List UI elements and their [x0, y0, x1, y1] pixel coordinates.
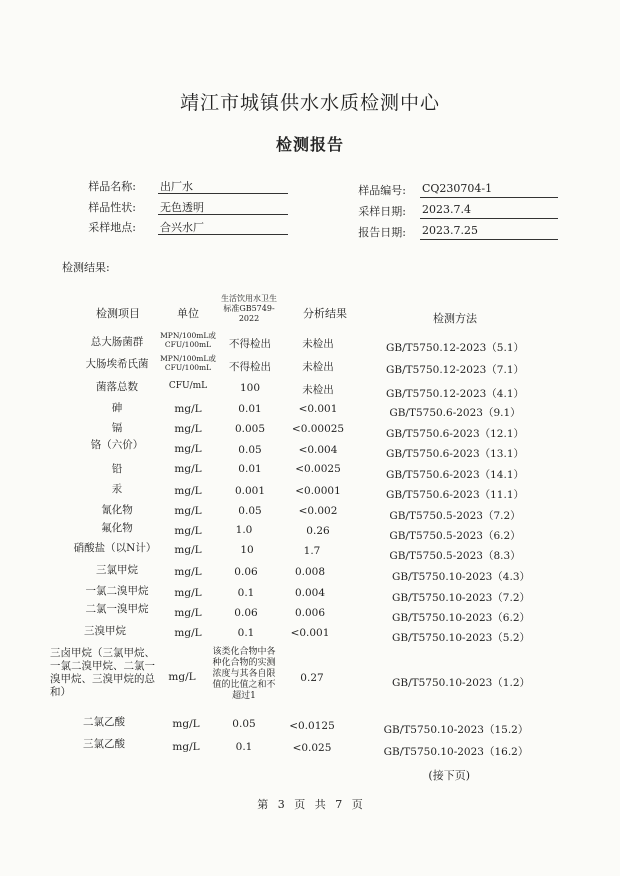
- cell-result: 0.26: [306, 525, 330, 537]
- table-row: [0, 400, 620, 420]
- page-number: 第 3 页 共 7 页: [257, 798, 363, 811]
- meta-value: 2023.7.4: [420, 203, 558, 219]
- meta-value: 合兴水厂: [158, 219, 288, 235]
- cell-standard: 不得检出: [229, 361, 271, 373]
- cell-result: 未检出: [302, 361, 334, 373]
- header-method: 检测方法: [433, 312, 477, 325]
- meta-label: 样品编号:: [358, 184, 406, 197]
- cell-result: 未检出: [302, 384, 334, 396]
- cell-unit: mg/L: [174, 505, 202, 517]
- cell-result: 1.7: [303, 545, 321, 557]
- cell-item: 菌落总数: [96, 381, 138, 393]
- cell-method: GB/T5750.6-2023（13.1）: [385, 448, 525, 460]
- table-row: [0, 378, 620, 400]
- cell-result: <0.025: [292, 742, 332, 754]
- meta-value: 2023.7.25: [420, 224, 558, 240]
- header-result: 分析结果: [303, 307, 347, 320]
- cell-standard: 0.1: [237, 627, 255, 639]
- cell-unit: mg/L: [174, 607, 202, 619]
- table-row: [0, 330, 620, 354]
- cell-item: 砷: [111, 402, 123, 414]
- cell-standard: 10: [240, 544, 254, 556]
- meta-report-date: [340, 224, 560, 242]
- cell-method: GB/T5750.12-2023（7.1）: [385, 364, 525, 376]
- header-standard: 生活饮用水卫生标准GB5749-2022: [221, 294, 277, 323]
- cell-unit: mg/L: [174, 485, 202, 497]
- cell-unit: MPN/100mL或CFU/100mL: [160, 331, 216, 349]
- cell-standard: 0.06: [234, 607, 258, 619]
- table-row: [0, 441, 620, 461]
- table-row: [0, 736, 620, 758]
- cell-standard: 1.0: [235, 524, 253, 536]
- header-item: 检测项目: [96, 307, 140, 320]
- cell-standard: 0.1: [235, 741, 253, 753]
- cell-standard: 0.001: [234, 485, 266, 497]
- cell-method: GB/T5750.6-2023（11.1）: [385, 489, 525, 501]
- table-row: [0, 583, 620, 603]
- table-row: [0, 461, 620, 481]
- cell-method: GB/T5750.10-2023（5.2）: [391, 632, 531, 644]
- meta-sample-name: [70, 178, 300, 196]
- cell-standard: 0.01: [238, 463, 262, 475]
- meta-sampling-location: [70, 219, 300, 237]
- cell-item: 一氯二溴甲烷: [85, 585, 149, 597]
- cell-method: GB/T5750.12-2023（5.1）: [385, 342, 525, 354]
- meta-value: CQ230704-1: [420, 182, 558, 198]
- cell-unit: MPN/100mL或CFU/100mL: [160, 354, 216, 372]
- cell-unit: mg/L: [172, 741, 200, 753]
- cell-item: 三氯乙酸: [83, 738, 125, 750]
- cell-method: GB/T5750.10-2023（4.3）: [391, 571, 531, 583]
- cell-result: 0.008: [294, 566, 326, 578]
- cell-method: GB/T5750.6-2023（12.1）: [385, 428, 525, 440]
- meta-sample-property: [70, 199, 300, 217]
- cell-item: 三卤甲烷（三氯甲烷、一氯二溴甲烷、二氯一溴甲烷、三溴甲烷的总和）: [50, 647, 155, 698]
- cell-method: GB/T5750.6-2023（14.1）: [385, 469, 525, 481]
- meta-sample-number: [340, 182, 560, 200]
- cell-item: 铬（六价）: [90, 439, 144, 451]
- cell-standard: 0.05: [238, 444, 262, 456]
- cell-standard: 0.005: [234, 423, 266, 435]
- cell-unit: mg/L: [174, 627, 202, 639]
- cell-method: GB/T5750.5-2023（6.2）: [389, 530, 521, 542]
- cell-item: 硝酸盐（以N计）: [73, 542, 157, 554]
- cell-unit: mg/L: [174, 544, 202, 556]
- table-row: [0, 542, 620, 562]
- cell-method: GB/T5750.10-2023（7.2）: [391, 592, 531, 604]
- cell-method: GB/T5750.10-2023（6.2）: [391, 612, 531, 624]
- cell-result: <0.002: [298, 505, 338, 517]
- meta-label: 采样地点:: [88, 221, 136, 234]
- cell-item: 二氯一溴甲烷: [85, 603, 149, 615]
- header-unit: 单位: [177, 307, 199, 320]
- cell-standard: 0.05: [232, 718, 256, 730]
- table-row: [0, 623, 620, 643]
- cell-unit: mg/L: [174, 587, 202, 599]
- meta-sampling-date: [340, 203, 560, 221]
- cell-item: 总大肠菌群: [90, 336, 144, 348]
- cell-result: 0.004: [294, 587, 326, 599]
- cell-result: <0.004: [298, 444, 338, 456]
- cell-unit: mg/L: [172, 718, 200, 730]
- meta-label: 样品性状:: [88, 201, 136, 214]
- cell-unit: mg/L: [174, 423, 202, 435]
- meta-label: 采样日期:: [358, 205, 406, 218]
- table-row: [0, 562, 620, 583]
- cell-item: 镉: [111, 422, 123, 434]
- meta-value: 出厂水: [158, 178, 288, 194]
- cell-item: 三溴甲烷: [84, 625, 126, 637]
- table-row: [0, 522, 620, 542]
- cell-unit: mg/L: [168, 671, 196, 683]
- org-name: 靖江市城镇供水水质检测中心: [179, 92, 440, 114]
- cell-item: 二氯乙酸: [83, 716, 125, 728]
- cell-item: 大肠埃希氏菌: [85, 358, 149, 370]
- cell-result: <0.001: [298, 403, 338, 415]
- cell-standard: 100: [239, 382, 261, 394]
- continued-note: (接下页): [428, 769, 470, 782]
- cell-result: <0.0025: [295, 463, 341, 475]
- cell-unit: mg/L: [174, 566, 202, 578]
- cell-result: <0.0001: [295, 485, 341, 497]
- cell-method: GB/T5750.6-2023（9.1）: [389, 407, 521, 419]
- cell-method: GB/T5750.5-2023（7.2）: [389, 510, 521, 522]
- cell-unit: CFU/mL: [168, 381, 208, 391]
- cell-item: 三氯甲烷: [96, 564, 138, 576]
- table-row: [0, 645, 620, 713]
- cell-method: GB/T5750.12-2023（4.1）: [385, 388, 525, 400]
- cell-unit: mg/L: [174, 463, 202, 475]
- cell-method: GB/T5750.10-2023（1.2）: [391, 677, 531, 689]
- cell-result: <0.00025: [291, 423, 345, 435]
- cell-method: GB/T5750.10-2023（15.2）: [383, 724, 529, 736]
- cell-standard: 0.06: [234, 566, 258, 578]
- table-row: [0, 354, 620, 378]
- section-label: 检测结果:: [62, 261, 110, 274]
- meta-label: 样品名称:: [88, 180, 136, 193]
- cell-item: 氰化物: [101, 504, 133, 516]
- cell-result: 未检出: [302, 338, 334, 350]
- cell-standard: 该类化合物中各种化合物的实测浓度与其各自限值的比值之和不超过1: [212, 647, 276, 701]
- table-row: [0, 502, 620, 522]
- doc-title: 检测报告: [275, 135, 344, 154]
- table-row: [0, 481, 620, 502]
- meta-value: 无色透明: [158, 199, 288, 215]
- cell-method: GB/T5750.5-2023（8.3）: [389, 550, 521, 562]
- cell-unit: mg/L: [174, 525, 202, 537]
- table-row: [0, 714, 620, 736]
- meta-label: 报告日期:: [358, 226, 406, 239]
- cell-result: 0.006: [294, 607, 326, 619]
- cell-item: 铅: [111, 463, 123, 475]
- cell-unit: mg/L: [174, 443, 202, 455]
- cell-standard: 0.05: [238, 505, 262, 517]
- table-row: [0, 603, 620, 623]
- cell-result: 0.27: [300, 672, 324, 684]
- cell-item: 汞: [111, 483, 123, 495]
- cell-method: GB/T5750.10-2023（16.2）: [383, 746, 529, 758]
- cell-standard: 0.01: [238, 403, 262, 415]
- cell-result: <0.0125: [289, 720, 335, 732]
- cell-unit: mg/L: [174, 403, 202, 415]
- cell-result: <0.001: [290, 627, 330, 639]
- cell-standard: 0.1: [237, 587, 255, 599]
- cell-standard: 不得检出: [229, 338, 271, 350]
- cell-item: 氟化物: [101, 522, 133, 534]
